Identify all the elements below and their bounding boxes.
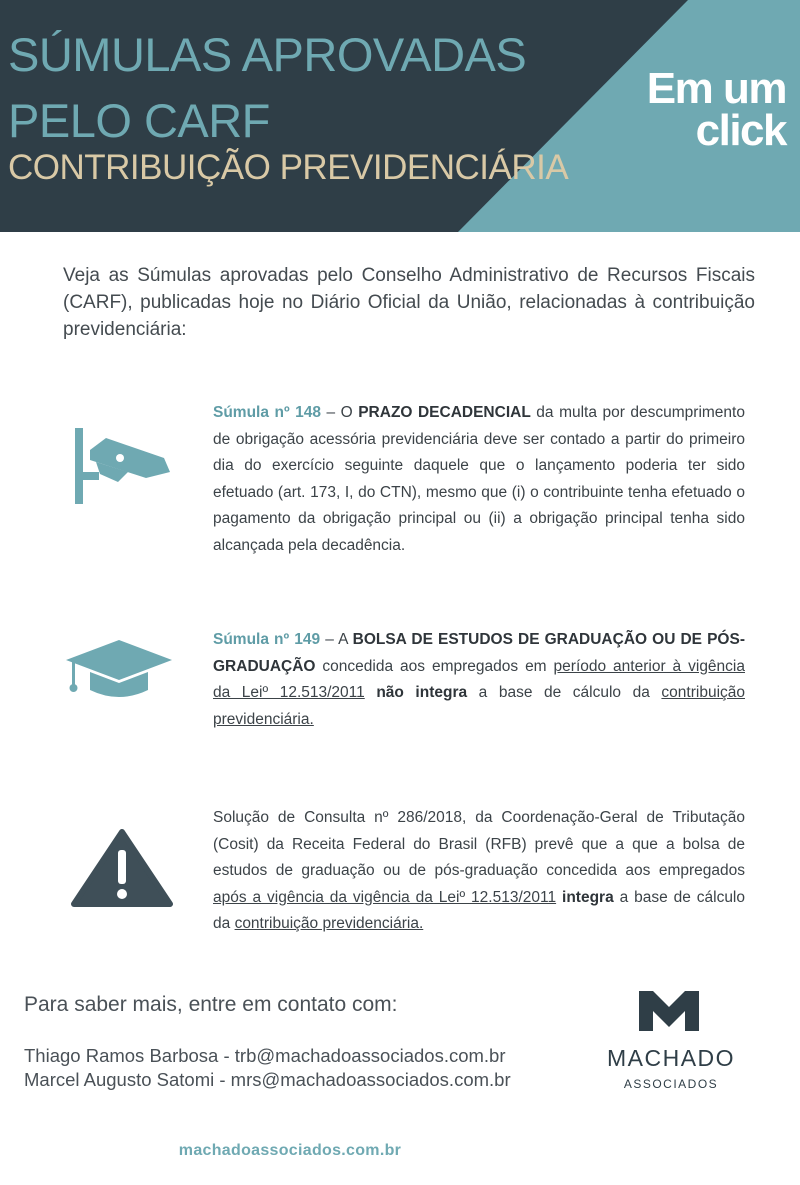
sumula-149-verdict: não integra <box>376 684 468 701</box>
sumula-149-body: a base de cálculo da <box>467 684 662 701</box>
sumula-148-body: da multa por descumprimento de obrigação acessória previdenciária deve ser contado a partir do primeiro dia do exercício seguinte daquele que o lançamento poderia ter sido efetuado (art. 173, I, do CTN), mesmo que (i) o contribuinte tenha efetuado o pagamento da obrigação principal ou (ii) a obrigação principal tenha sido alcançada pela decadência. <box>213 404 745 554</box>
warning-triangle-icon <box>70 828 174 908</box>
page-title-line1: SÚMULAS APROVADAS <box>8 28 527 81</box>
sumula-149-middle: concedida aos empregados em <box>315 657 554 675</box>
sumula-149-period: período anterior à vigência da Leiº 12.513/2011 <box>213 657 745 701</box>
tagline-line2: click <box>695 106 786 155</box>
page-subtitle: CONTRIBUIÇÃO PREVIDENCIÁRIA <box>8 148 569 187</box>
contact-line-thiago[interactable]: Thiago Ramos Barbosa - trb@machadoassociados.com.br <box>24 1045 506 1066</box>
solucao-consulta-period: após a vigência da vigência da Leiº 12.513/2011 <box>213 888 557 906</box>
solucao-consulta-rest: a base de cálculo da <box>213 888 745 932</box>
security-camera-icon <box>72 428 170 504</box>
header-banner <box>0 0 800 232</box>
sumula-149-text <box>213 627 745 733</box>
sumula-148-highlight: PRAZO DECADENCIAL <box>358 404 531 421</box>
sumula-149-dash: – A <box>320 631 353 648</box>
tagline <box>646 64 786 155</box>
sumula-148-ref: Súmula nº 148 <box>213 404 321 421</box>
solucao-consulta-text <box>213 805 745 938</box>
contact-line-marcel[interactable]: Marcel Augusto Satomi - mrs@machadoassociados.com.br <box>24 1069 511 1090</box>
sumula-149-space <box>365 684 377 701</box>
website-link[interactable]: machadoassociados.com.br <box>178 1142 402 1159</box>
sumula-149-ref: Súmula nº 149 <box>213 631 321 648</box>
sumula-148-dash: – O <box>321 404 359 421</box>
graduation-cap-icon <box>66 640 172 698</box>
intro-paragraph: Veja as Súmulas aprovadas pelo Conselho Administrativo de Recursos Fiscais (CARF), publicadas hoje no Diário Oficial da União, relacionadas à contribuição previdenciária: <box>63 265 755 340</box>
solucao-consulta-body: Solução de Consulta nº 286/2018, da Coordenação-Geral de Tributação (Cosit) da Receita Federal do Brasil (RFB) prevê que a que a bolsa de estudos de graduação ou de pós-graduação concedida aos empregados <box>213 809 745 879</box>
logo-subtitle: ASSOCIADOS <box>623 1077 719 1091</box>
contact-heading: Para saber mais, entre em contato com: <box>24 993 398 1016</box>
sumula-149-highlight: BOLSA DE ESTUDOS DE GRADUAÇÃO OU DE PÓS-GRADUAÇÃO <box>213 631 745 675</box>
sumula-149-end: contribuição previdenciária. <box>213 684 745 728</box>
machado-logo-icon <box>639 991 699 1031</box>
solucao-consulta-verdict: integra <box>562 888 614 906</box>
tagline-line1: Em um <box>646 64 786 113</box>
logo-name: MACHADO <box>606 1045 736 1071</box>
sumula-148-text <box>213 400 745 559</box>
solucao-consulta-end: contribuição previdenciária. <box>234 915 424 932</box>
page-title-line2: PELO CARF <box>8 94 270 147</box>
